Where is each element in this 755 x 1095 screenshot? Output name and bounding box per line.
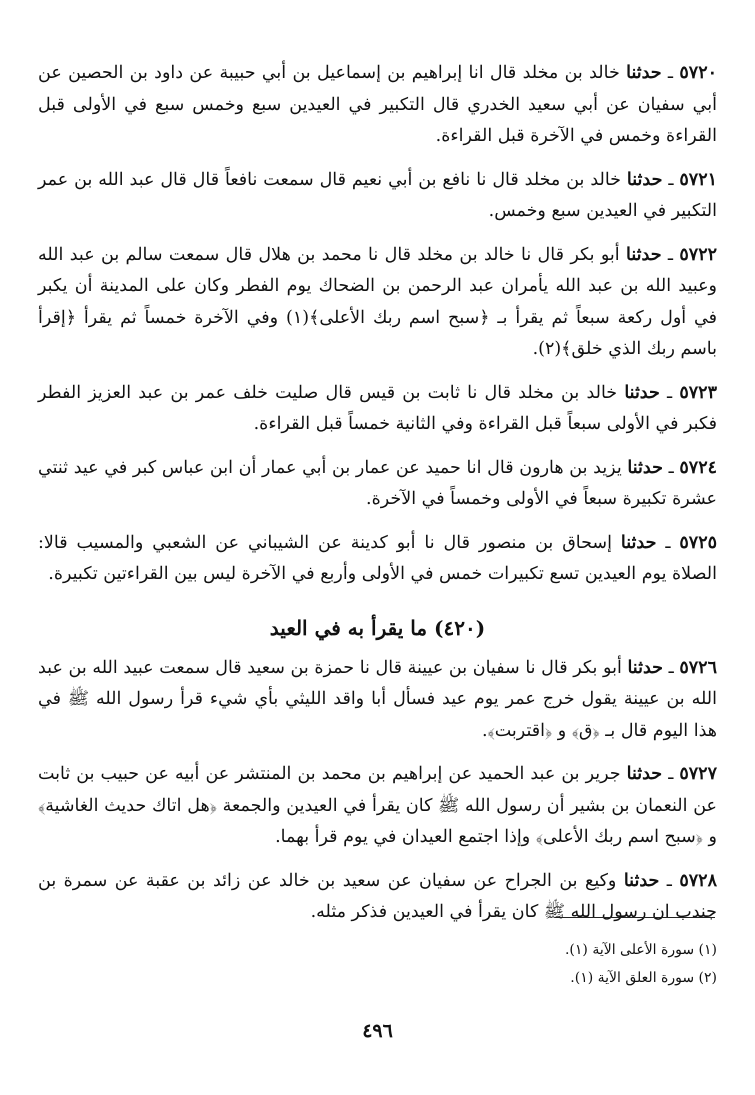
hadith-section-1 (38, 58, 717, 591)
dash: ـ (661, 244, 680, 265)
hadith-paragraph (38, 58, 717, 153)
dash: ـ (661, 63, 680, 83)
hadith-text: أبو بكر قال نا خالد بن مخلد قال نا محمد بن هلال قال سمعت سالم بن عبد الله وعبيد الله بن عبد الله يأمران عبد الرحمن بن الضحاك يوم الفطر وكان على المدينة أن يكبر في أول ركعة سبعاً ثم يقرأ بـ ﴿سبح اسم ربك الأعلى﴾(١) وفي الآخرة خمساً ثم يقرأ ﴿إقرأ باسم ربك الذي خلق﴾(٢). (38, 244, 718, 359)
hadith-number: ٥٧٢٣ (679, 382, 717, 403)
hadith-paragraph (38, 453, 717, 516)
footnotes (38, 936, 717, 992)
hadith-number: ٥٧٢٤ (679, 457, 717, 478)
hadith-paragraph (38, 759, 717, 854)
hadith-number: ٥٧٢٦ (679, 657, 717, 678)
hadith-text: خالد بن مخلد قال نا نافع بن أبي نعيم قال سمعت نافعاً قال قال عبد الله بن عمر التكبير في العيدين سبع وخمس. (38, 169, 717, 221)
dash: ـ (659, 382, 680, 403)
dash: ـ (662, 169, 680, 190)
hadith-number: ٥٧٢٨ (679, 870, 717, 891)
page-number: ٤٩٦ (362, 1020, 393, 1042)
hadith-text: خالد بن مخلد قال انا إبراهيم بن إسماعيل بن أبي حبيبة عن داود بن الحصين عن أبي سفيان عن أبي سعيد الخدري قال التكبير في العيدين سبع وخمس سبع في الأولى قبل القراءة وخمس في الآخرة قبل القراءة. (38, 63, 717, 146)
hadith-paragraph (38, 378, 717, 441)
hadith-text: خالد بن مخلد قال نا ثابت بن قيس قال صليت خلف عمر بن عبد العزيز الفطر فكبر في الأولى سبعاً قبل القراءة وفي الثانية خمساً قبل القراءة. (38, 382, 717, 434)
dash: ـ (659, 870, 680, 891)
footnote: (١) سورة الأعلى الآية (١). (564, 942, 717, 958)
hadith-paragraph (38, 165, 717, 228)
hadith-number: ٥٧٢٠ (679, 63, 717, 83)
hadith-number: ٥٧٢١ (679, 169, 717, 190)
hadith-text: وكيع بن الجراح عن سفيان عن سعيد بن خالد عن زائد بن عقبة عن سمرة بن جندب ان رسول الله ﷺ كان يقرأ في العيدين فذكر مثله. (38, 870, 717, 922)
hadith-lead: حدثنا (626, 764, 663, 784)
dash: ـ (662, 657, 680, 678)
footnote: (٢) سورة العلق الآية (١). (570, 970, 717, 986)
hadith-lead: حدثنا (624, 382, 660, 403)
hadith-text: إسحاق بن منصور قال نا أبو كدينة عن الشيباني عن الشعبي والمسيب قالا: الصلاة يوم العيدين تسع تكبيرات خمس في الأولى وأربع في الآخرة ليس بين القراءتين تكبيرة. (38, 532, 717, 584)
hadith-paragraph (38, 866, 717, 929)
hadith-lead: حدثنا (627, 457, 663, 478)
hadith-text: يزيد بن هارون قال انا حميد عن عمار بن أبي عمار أن ابن عباس كبر في عيد ثنتي عشرة تكبيرة سبعاً في الأولى وخمساً في الآخرة. (38, 457, 717, 509)
hadith-lead: حدثنا (626, 63, 662, 83)
hadith-paragraph (38, 240, 717, 366)
dash: ـ (656, 532, 680, 553)
dash: ـ (662, 457, 680, 478)
hadith-lead: حدثنا (620, 532, 657, 553)
hadith-lead: حدثنا (626, 244, 662, 265)
dash: ـ (662, 764, 680, 784)
hadith-paragraph (38, 528, 717, 591)
hadith-number: ٥٧٢٥ (679, 532, 717, 553)
footnote-divider (555, 917, 715, 918)
hadith-number: ٥٧٢٢ (679, 244, 717, 265)
hadith-text: جرير بن عبد الحميد عن إبراهيم بن محمد بن المنتشر عن أبيه عن حبيب بن ثابت عن النعمان بن بشير أن رسول الله ﷺ كان يقرأ في العيدين والجمعة ﴿هل اتاك حديث الغاشية﴾ و ﴿سبح اسم ربك الأعلى﴾ وإذا اجتمع العيدان في يوم قرأ بهما. (38, 764, 717, 847)
hadith-section-2 (38, 653, 717, 929)
hadith-lead: حدثنا (626, 169, 663, 190)
hadith-lead: حدثنا (627, 657, 663, 678)
hadith-lead: حدثنا (623, 870, 660, 891)
hadith-text: أبو بكر قال نا سفيان بن عيينة قال نا حمزة بن سعيد قال سمعت عبيد الله بن عبد الله بن عيينة يقول خرج عمر يوم عيد فسأل أبا واقد الليثي بأي شيء قرأ رسول الله ﷺ في هذا اليوم قال بـ ﴿ق﴾ و ﴿اقتربت﴾. (38, 657, 717, 741)
hadith-number: ٥٧٢٧ (679, 764, 717, 784)
chapter-heading: (٤٢٠) ما يقرأ به في العيد (269, 615, 486, 640)
hadith-paragraph (38, 653, 717, 748)
